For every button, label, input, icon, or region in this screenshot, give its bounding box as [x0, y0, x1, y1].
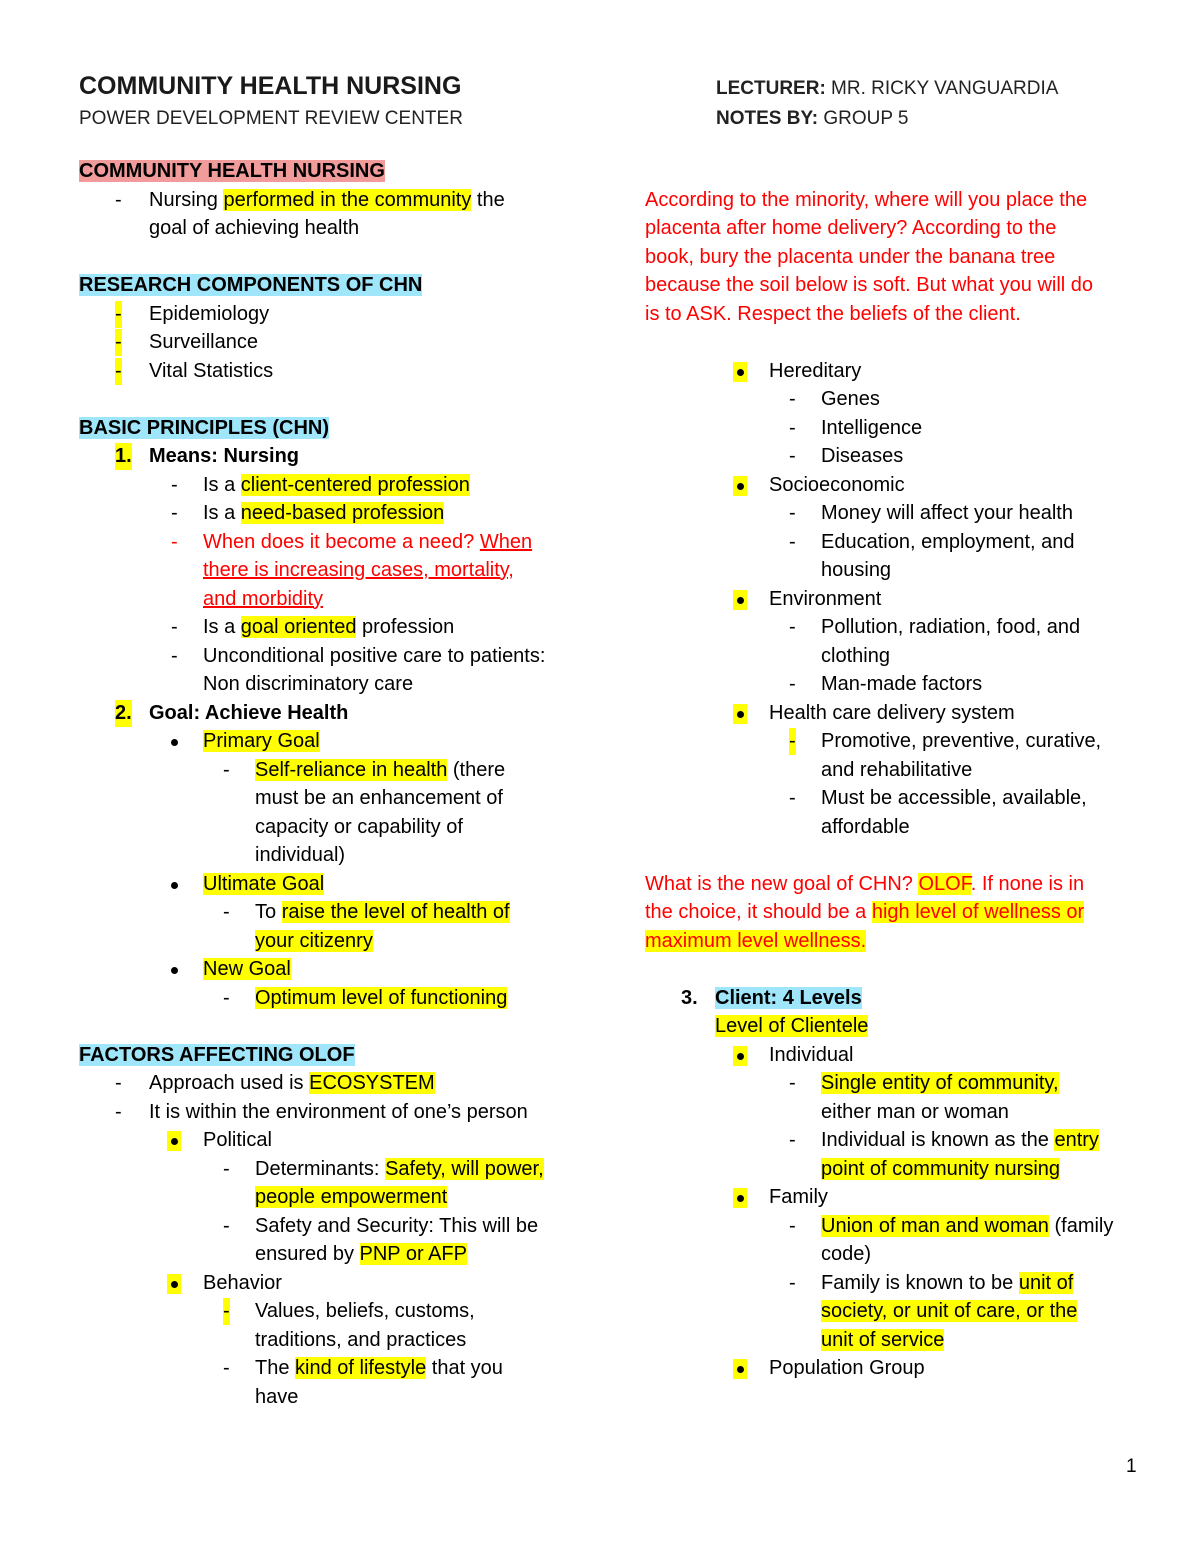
- note-line: [203, 956, 291, 983]
- note-line: [715, 985, 862, 1012]
- text-run: (there: [447, 758, 506, 781]
- note-line: [203, 472, 470, 499]
- note-line: [255, 814, 463, 841]
- text-run: Health care delivery system: [769, 701, 1015, 724]
- note-line: [203, 529, 532, 556]
- bullet-icon: [171, 739, 178, 746]
- text-run: code): [821, 1243, 872, 1265]
- text-run: Diseases: [821, 445, 904, 467]
- dash-marker: -: [223, 1214, 230, 1237]
- dash-marker: -: [789, 673, 796, 695]
- highlighted-text: raise the level of health of: [281, 901, 510, 923]
- note-line: [769, 1042, 854, 1069]
- note-line: [821, 1327, 944, 1354]
- emphasis-text: When: [479, 530, 533, 553]
- note-line: [821, 1070, 1059, 1097]
- dash-marker: -: [789, 1072, 796, 1094]
- note-line: [821, 1156, 1060, 1183]
- note-line: [715, 1013, 868, 1040]
- note-line: [821, 529, 1075, 556]
- text-run: Surveillance: [149, 331, 258, 353]
- highlighted-text: RESEARCH COMPONENTS OF CHN: [79, 274, 423, 296]
- note-line: [149, 215, 359, 242]
- text-run: Promotive, preventive, curative,: [821, 730, 1102, 752]
- note-line: [149, 1070, 435, 1097]
- note-line: [821, 643, 890, 670]
- highlighted-text: FACTORS AFFECTING OLOF: [79, 1043, 355, 1066]
- text-run: Means: Nursing: [149, 445, 300, 467]
- highlighted-text: Self-reliance in health: [255, 758, 448, 781]
- lecturer-line: [716, 78, 1058, 100]
- bullet-icon: [737, 369, 744, 376]
- note-line: [645, 301, 1021, 328]
- text-run: Must be accessible, available,: [821, 787, 1087, 809]
- dash-marker: -: [223, 901, 230, 923]
- text-run: Political: [203, 1129, 272, 1151]
- bullet-icon: [737, 1195, 744, 1202]
- highlighted-text: Primary Goal: [203, 730, 320, 752]
- text-run: (family: [1048, 1214, 1114, 1237]
- text-run: the: [471, 188, 505, 211]
- dash-marker: -: [171, 502, 178, 524]
- note-line: [203, 557, 514, 584]
- text-run: Intelligence: [821, 416, 923, 439]
- bullet-icon: [737, 1366, 744, 1373]
- note-line: [149, 358, 273, 385]
- text-run: To: [255, 901, 282, 923]
- text-run: Is a: [203, 473, 241, 496]
- text-run: goal of achieving health: [149, 217, 360, 239]
- bullet-icon: [171, 967, 178, 974]
- highlighted-text: Client: 4 Levels: [715, 986, 862, 1009]
- note-line: [255, 757, 505, 784]
- highlighted-text: your citizenry: [255, 929, 373, 952]
- highlighted-text: client-centered profession: [240, 473, 470, 496]
- note-line: [255, 1156, 544, 1183]
- text-run: Determinants:: [255, 1157, 386, 1180]
- note-line: [255, 1213, 538, 1240]
- emphasis-text: there is increasing cases, mortality,: [203, 559, 514, 581]
- emphasis-text: . If none is in: [970, 872, 1085, 895]
- note-line: [769, 700, 1015, 727]
- text-run: have: [255, 1385, 299, 1408]
- note-line: [821, 386, 880, 413]
- text-run: Values, beliefs, customs,: [255, 1300, 475, 1322]
- highlighted-text: entry: [1054, 1129, 1099, 1151]
- note-line: [645, 244, 1055, 271]
- bullet-icon: [737, 597, 744, 604]
- highlighted-text: Safety, will power,: [385, 1157, 544, 1180]
- text-run: and rehabilitative: [821, 758, 973, 781]
- highlighted-text: BASIC PRINCIPLES (CHN): [79, 416, 330, 439]
- emphasis-text: When does it become a need?: [203, 530, 480, 553]
- text-run: Approach used is: [149, 1072, 310, 1094]
- text-run: Unconditional positive care to patients:: [203, 644, 546, 667]
- highlighted-text: performed in the community: [223, 188, 472, 211]
- note-line: [821, 757, 972, 784]
- highlighted-text: COMMUNITY HEALTH NURSING: [79, 160, 385, 182]
- highlighted-text: PNP or AFP: [359, 1243, 467, 1265]
- highlighted-text: unit of service: [821, 1328, 945, 1351]
- text-run: Individual: [769, 1043, 854, 1066]
- dash-marker: -: [789, 502, 796, 524]
- note-line: [769, 586, 881, 613]
- list-number: 1.: [115, 443, 132, 470]
- emphasis-text: the choice, it should be a: [645, 901, 872, 923]
- note-line: [203, 1127, 272, 1154]
- dash-marker: -: [789, 616, 796, 638]
- note-line: [645, 215, 1056, 242]
- text-run: Man-made factors: [821, 673, 983, 695]
- bullet-icon: [737, 711, 744, 718]
- text-run: profession: [356, 616, 455, 638]
- highlighted-text: kind of lifestyle: [295, 1357, 427, 1379]
- text-run: capacity or capability of: [255, 815, 463, 838]
- note-line: [149, 1099, 528, 1126]
- note-line: [821, 1127, 1099, 1154]
- dash-marker: -: [223, 1357, 230, 1379]
- text-run: clothing: [821, 644, 890, 667]
- highlighted-text: Level of Clientele: [715, 1015, 869, 1037]
- emphasis-text: According to the minority, where will you place the: [645, 188, 1088, 211]
- note-line: [255, 1184, 447, 1211]
- lecturer-label: LECTURER:: [716, 78, 826, 99]
- review-center-name: POWER DEVELOPMENT REVIEW CENTER: [79, 108, 463, 129]
- dash-marker: -: [223, 1157, 230, 1180]
- note-line: [821, 500, 1073, 527]
- highlighted-text: need-based profession: [240, 502, 445, 524]
- bullet-icon: [737, 483, 744, 490]
- note-line: [203, 871, 324, 898]
- bullet-icon: [737, 1053, 744, 1060]
- dash-marker: -: [789, 1129, 796, 1151]
- note-line: [645, 272, 1093, 299]
- text-run: Socioeconomic: [769, 473, 905, 496]
- section-heading: [79, 158, 385, 185]
- note-line: [821, 785, 1087, 812]
- text-run: Hereditary: [769, 359, 862, 382]
- note-line: [821, 1241, 871, 1268]
- dash-marker: -: [115, 188, 122, 211]
- text-run: Population Group: [769, 1357, 925, 1379]
- note-line: [821, 671, 982, 698]
- highlighted-text: unit of: [1018, 1271, 1074, 1294]
- note-line: [645, 928, 866, 955]
- note-line: [255, 985, 507, 1012]
- text-run: Goal: Achieve Health: [149, 701, 349, 724]
- highlighted-text: Ultimate Goal: [203, 872, 325, 895]
- highlighted-text: high level of wellness or: [871, 901, 1085, 923]
- dash-marker: -: [171, 530, 178, 553]
- text-run: The: [255, 1357, 296, 1379]
- highlighted-text: Single entity of community,: [821, 1072, 1059, 1094]
- note-line: [149, 329, 258, 356]
- note-line: [203, 614, 454, 641]
- dash-marker: -: [115, 1072, 122, 1094]
- text-run: Environment: [769, 587, 882, 610]
- text-run: either man or woman: [821, 1100, 1009, 1123]
- dash-marker: -: [789, 1214, 796, 1237]
- note-line: [821, 1298, 1077, 1325]
- dash-marker: -: [789, 787, 796, 809]
- text-run: traditions, and practices: [255, 1328, 467, 1351]
- note-line: [821, 728, 1101, 755]
- highlighted-text: ECOSYSTEM: [309, 1072, 435, 1094]
- section-heading: [79, 1042, 355, 1069]
- text-run: must be an enhancement of: [255, 787, 503, 809]
- dash-marker: -: [115, 329, 122, 356]
- text-run: Pollution, radiation, food, and: [821, 616, 1081, 638]
- emphasis-text: placenta after home delivery? According to the: [645, 217, 1057, 239]
- text-run: affordable: [821, 815, 910, 838]
- emphasis-text: and morbidity: [203, 587, 324, 610]
- emphasis-text: book, bury the placenta under the banana tree: [645, 245, 1056, 268]
- note-line: [255, 1298, 475, 1325]
- note-line: [769, 1184, 828, 1211]
- note-line: [203, 671, 413, 698]
- note-line: [203, 500, 444, 527]
- note-line: [769, 1355, 925, 1382]
- note-line: [203, 1270, 282, 1297]
- text-run: Genes: [821, 388, 880, 410]
- highlighted-text: New Goal: [203, 958, 291, 980]
- note-line: [255, 1384, 298, 1411]
- dash-marker: -: [115, 301, 122, 328]
- text-run: housing: [821, 559, 892, 581]
- note-line: [821, 1213, 1113, 1240]
- highlighted-text: OLOF: [918, 872, 971, 895]
- note-line: [821, 557, 891, 584]
- dash-marker: -: [789, 388, 796, 410]
- note-line: [821, 1270, 1073, 1297]
- text-run: Education, employment, and: [821, 530, 1075, 553]
- highlighted-text: society, or unit of care, or the: [821, 1300, 1078, 1322]
- bullet-icon: [171, 882, 178, 889]
- note-line: [255, 785, 503, 812]
- page-number: 1: [1126, 1456, 1137, 1477]
- text-run: Safety and Security: This will be: [255, 1214, 539, 1237]
- text-run: Family is known to be: [821, 1271, 1019, 1294]
- note-line: [255, 899, 510, 926]
- bullet-icon: [171, 1138, 178, 1145]
- dash-marker: -: [223, 758, 230, 781]
- dash-marker: -: [789, 416, 796, 439]
- note-line: [645, 187, 1087, 214]
- text-run: Is a: [203, 616, 241, 638]
- note-line: [255, 928, 373, 955]
- list-number: 2.: [115, 700, 132, 727]
- dash-marker: -: [223, 986, 230, 1009]
- notes-by-line: [716, 108, 909, 130]
- note-line: [203, 643, 545, 670]
- text-run: Individual is known as the: [821, 1129, 1055, 1151]
- note-line: [203, 586, 323, 613]
- note-line: [769, 472, 905, 499]
- note-line: [645, 899, 1084, 926]
- text-run: Behavior: [203, 1271, 282, 1294]
- emphasis-text: What is the new goal of CHN?: [645, 872, 919, 895]
- note-line: [821, 814, 910, 841]
- text-run: Epidemiology: [149, 302, 270, 325]
- text-run: ensured by: [255, 1243, 360, 1265]
- dash-marker: -: [115, 358, 122, 385]
- dash-marker: -: [171, 473, 178, 496]
- highlighted-text: people empowerment: [255, 1186, 448, 1208]
- dash-marker: -: [789, 445, 796, 467]
- notes-by-value: GROUP 5: [818, 108, 909, 129]
- dash-marker: -: [223, 1298, 230, 1325]
- emphasis-text: is to ASK. Respect the beliefs of the client.: [645, 302, 1021, 325]
- dash-marker: -: [789, 530, 796, 553]
- text-run: individual): [255, 844, 346, 866]
- note-line: [821, 443, 903, 470]
- lecturer-name: MR. RICKY VANGUARDIA: [825, 78, 1059, 99]
- note-line: [255, 1241, 467, 1268]
- text-run: Family: [769, 1186, 828, 1208]
- highlighted-text: goal oriented: [240, 616, 357, 638]
- note-line: [645, 871, 1084, 898]
- text-run: Nursing: [149, 188, 224, 211]
- note-line: [769, 358, 861, 385]
- dash-marker: -: [115, 1100, 122, 1123]
- note-line: [255, 1355, 503, 1382]
- text-run: Non discriminatory care: [203, 673, 414, 695]
- text-run: Money will affect your health: [821, 502, 1073, 524]
- document-title: COMMUNITY HEALTH NURSING: [79, 72, 462, 100]
- highlighted-text: Optimum level of functioning: [255, 986, 508, 1009]
- note-line: [821, 415, 922, 442]
- text-run: Is a: [203, 502, 241, 524]
- section-heading: [79, 415, 329, 442]
- note-line: [203, 728, 320, 755]
- note-line: [255, 1327, 466, 1354]
- text-run: that you: [426, 1357, 503, 1379]
- notes-by-label: NOTES BY:: [716, 108, 819, 129]
- note-line: [149, 187, 505, 214]
- section-heading: [79, 272, 422, 299]
- bullet-icon: [171, 1281, 178, 1288]
- highlighted-text: Union of man and woman: [821, 1214, 1049, 1237]
- dash-marker: -: [789, 1271, 796, 1294]
- note-line: [149, 301, 269, 328]
- dash-marker: -: [171, 644, 178, 667]
- highlighted-text: point of community nursing: [821, 1157, 1061, 1180]
- note-line: [255, 842, 345, 869]
- text-run: Vital Statistics: [149, 359, 274, 382]
- dash-marker: -: [789, 728, 796, 755]
- note-line: [149, 443, 299, 470]
- dash-marker: -: [171, 616, 178, 638]
- highlighted-text: maximum level wellness.: [645, 929, 867, 952]
- note-line: [821, 614, 1080, 641]
- note-line: [821, 1099, 1009, 1126]
- text-run: It is within the environment of one’s person: [149, 1100, 528, 1123]
- emphasis-text: because the soil below is soft. But what you will do: [645, 274, 1094, 296]
- note-line: [149, 700, 348, 727]
- list-number: 3.: [681, 986, 698, 1009]
